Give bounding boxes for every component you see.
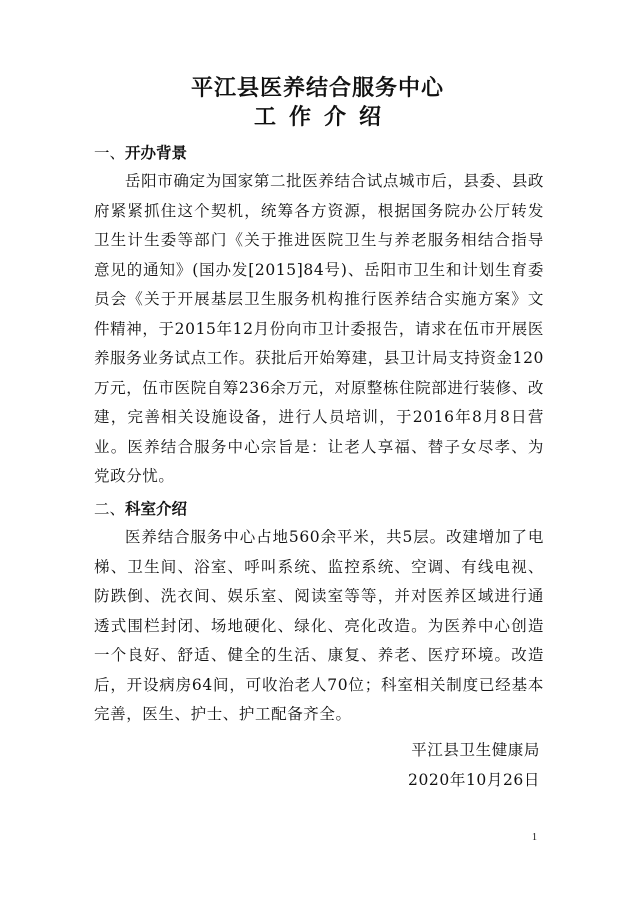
document-subtitle: 工作介绍 (253, 105, 394, 130)
document-title: 平江县医养结合服务中心 (190, 76, 444, 101)
issue-date: 2020年10月26日 (408, 771, 540, 789)
page-number: 1 (532, 832, 537, 843)
section-heading-text: 开办背景 (125, 144, 188, 162)
section-heading-background (94, 141, 187, 165)
section-number: 一、 (94, 144, 126, 162)
section-heading-text: 科室介绍 (125, 500, 188, 518)
section-paragraph-background: 岳阳市确定为国家第二批医养结合试点城市后，县委、县政府紧紧抓住这个契机，统筹各方资源，根据国务院办公厅转发卫生计生委等部门《关于推进医院卫生与养老服务相结合指导意见的通知》(国办发[2015]84号)、岳阳市卫生和计划生育委员会《关于开展基层卫生服务机构推行医养结合实施方案》文件精神，于2015年12月份向市卫计委报告，请求在伍市开展医养服务业务试点工作。获批后开始筹建，县卫计局支持资金120万元，伍市医院自筹236余万元，对原整栋住院部进行装修、改建，完善相关设施设备，进行人员培训，于2016年8月8日营业。医养结合服务中心宗旨是：让老人享福、替子女尽孝、为党政分忧。 (94, 172, 544, 485)
section-paragraph-departments: 医养结合服务中心占地560余平米，共5层。改建增加了电梯、卫生间、浴室、呼叫系统、监控系统、空调、有线电视、防跌倒、洗衣间、娱乐室、阅读室等等，并对医养区域进行通透式围栏封闭、场地硬化、绿化、亮化改造。为医养中心创造一个良好、舒适、健全的生活、康复、养老、医疗环境。改造后，开设病房64间，可收治老人70位；科室相关制度已经基本完善，医生、护士、护工配备齐全。 (94, 528, 544, 723)
section-number: 二、 (94, 500, 126, 518)
issuer-name: 平江县卫生健康局 (411, 741, 540, 759)
section-heading-departments (94, 497, 187, 521)
